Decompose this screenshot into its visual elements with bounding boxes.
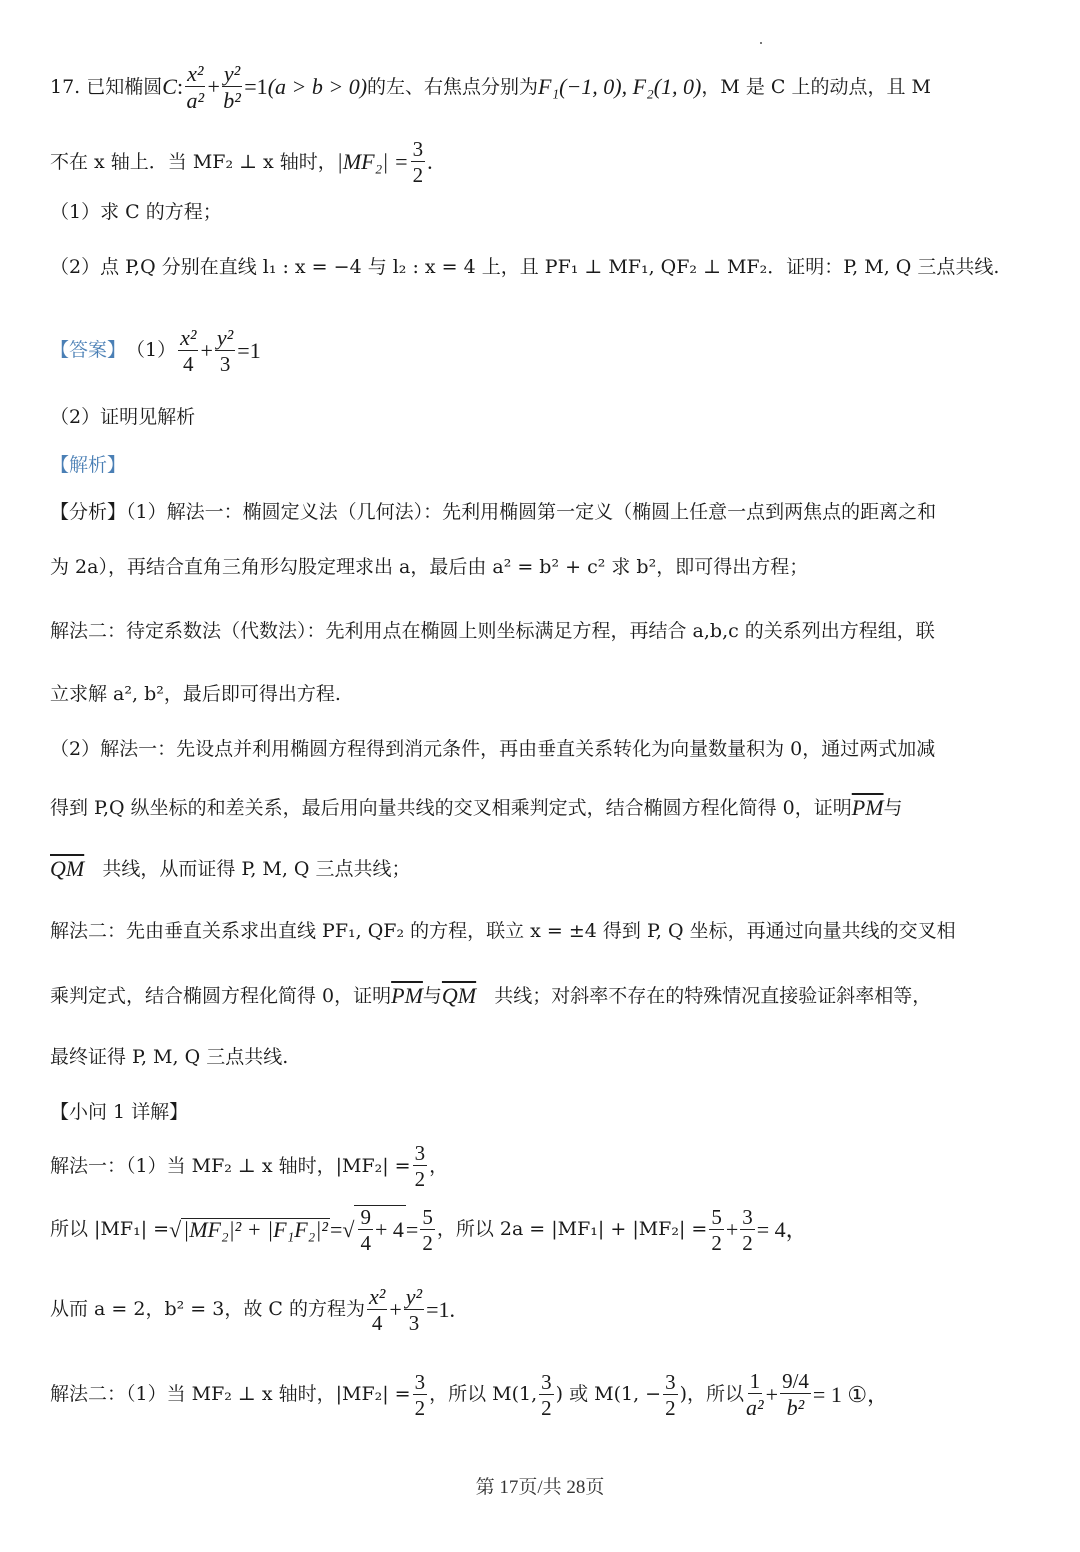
- vector-qm: $\overline{QM}$: [441, 983, 477, 1008]
- problem-line-2: 不在 x 轴上．当 MF₂ ⊥ x 轴时， |MF₂| = $\frac{3}{2}$ .: [50, 137, 433, 188]
- ellipse-name: C: [162, 74, 177, 100]
- fraction: $\frac{3}{2}$: [412, 137, 424, 188]
- text: 已知椭圆: [86, 75, 163, 98]
- analysis-line-2: 为 2a），再结合直角三角形勾股定理求出 a，最后由 a² = b² + c² 求 b²，即可得出方程；: [50, 556, 809, 578]
- detail-tag: 【小问 1 详解】: [50, 1101, 189, 1123]
- text: 不在 x 轴上．当 MF₂ ⊥ x 轴时，: [50, 150, 337, 173]
- foci: F₁(−1, 0), F₂(1, 0): [538, 74, 702, 100]
- analysis-line-6: 得到 P,Q 纵坐标的和差关系，最后用向量共线的交叉相乘判定式，结合椭圆方程化简得 0，证明 $\overline{PM}$ 与: [50, 795, 903, 820]
- analysis-line-5: （2）解法一：先设点并利用椭圆方程得到消元条件，再由垂直关系转化为向量数量积为 0，通过两式加减: [50, 738, 936, 760]
- fraction: $\frac{\text{x²}}{\text{a²}}$: [186, 61, 205, 114]
- part-2-question: （2）点 P,Q 分别在直线 l₁ : x = −4 与 l₂ : x = 4 上，且 PF₁ ⊥ MF₁, QF₂ ⊥ MF₂．证明：P, M, Q 三点共线.: [50, 256, 1000, 278]
- detail-step-3: 从而 a = 2，b² = 3，故 C 的方程为 $\frac{\text{x²}}{4}$ + $\frac{\text{y²}}{3}$ =1.: [50, 1284, 456, 1336]
- problem-line-1: 17. 已知椭圆 C : $\frac{\text{x²}}{\text{a²}}$ + $\frac{\text{y²}}{\text{b²}}$ =1 (a > b > 0) 的左、右焦点分别为 F₁(−1, 0), F₂(1, 0) ，M 是 C 上的动点，且 M: [50, 61, 931, 114]
- detail-step-2: 所以 |MF₁| = √ |MF₂|² + |F₁F₂|² = √ $\frac{9}{4}$ + 4 = $\frac{5}{2}$ ，所以 2a = |MF₁| + |MF₂| = $\frac{5}{2}$ + $\frac{3}{2}$ = 4，: [50, 1204, 808, 1256]
- fraction: $\frac{\text{y²}}{\text{b²}}$: [223, 61, 241, 114]
- scan-speck: [760, 42, 762, 44]
- detail-step-1: 解法一：（1）当 MF₂ ⊥ x 轴时，|MF₂| = $\frac{3}{2}$ ，: [50, 1141, 449, 1192]
- vector-pm: $\overline{PM}$: [851, 795, 884, 820]
- analysis-line-8: 解法二：先由垂直关系求出直线 PF₁, QF₂ 的方程，联立 x = ±4 得到 P, Q 坐标，再通过向量共线的交叉相: [50, 920, 956, 942]
- answer-part-2: （2）证明见解析: [50, 406, 196, 428]
- sqrt-expression: |MF₂|² + |F₁F₂|²: [183, 1217, 328, 1243]
- fraction: $\frac{\text{y²}}{3}$: [216, 325, 234, 377]
- fraction: $\frac{\text{x²}}{4}$: [180, 325, 197, 377]
- answer-line: 【答案】 （1） $\frac{\text{x²}}{4}$ + $\frac{\text{y²}}{3}$ =1: [50, 325, 261, 377]
- analysis-tag: 【解析】: [50, 454, 127, 476]
- analysis-line-4: 立求解 a², b²，最后即可得出方程.: [50, 683, 341, 705]
- problem-number: 17.: [50, 75, 81, 98]
- analysis-line-7: $\overline{QM}$ 共线，从而证得 P, M, Q 三点共线；: [50, 856, 411, 881]
- vector-pm: $\overline{PM}$: [391, 983, 423, 1008]
- part-1-question: （1）求 C 的方程；: [50, 201, 222, 223]
- analysis-line-3: 解法二：待定系数法（代数法）：先利用点在椭圆上则坐标满足方程，再结合 a,b,c 的关系列出方程组，联: [50, 620, 935, 642]
- detail-step-4: 解法二：（1）当 MF₂ ⊥ x 轴时，|MF₂| = $\frac{3}{2}$ ，所以 M(1, $\frac{3}{2}$ ) 或 M(1, − $\frac{3}{2}$ )，所以 $\frac{1}{\text{a²}}$ + $\frac{9/4}{\text{b²}}$ = 1 ①，: [50, 1369, 890, 1421]
- text: 的左、右焦点分别为: [367, 75, 539, 98]
- text: ，M 是 C 上的动点，且 M: [701, 75, 931, 98]
- answer-tag: 【答案】: [50, 339, 127, 362]
- analysis-line-1: 【分析】（1）解法一：椭圆定义法（几何法）：先利用椭圆第一定义（椭圆上任意一点到两焦点的距离之和: [50, 501, 937, 523]
- page-footer: 第 17页/共 28页: [475, 1477, 605, 1498]
- fraction: $\frac{3}{2}$: [414, 1141, 426, 1192]
- analysis-line-10: 最终证得 P, M, Q 三点共线.: [50, 1046, 289, 1068]
- vector-qm: $\overline{QM}$: [50, 856, 85, 881]
- analysis-line-9: 乘判定式，结合椭圆方程化简得 0，证明 $\overline{PM}$ 与 $\overline{QM}$ 共线；对斜率不存在的特殊情况直接验证斜率相等，: [50, 983, 932, 1008]
